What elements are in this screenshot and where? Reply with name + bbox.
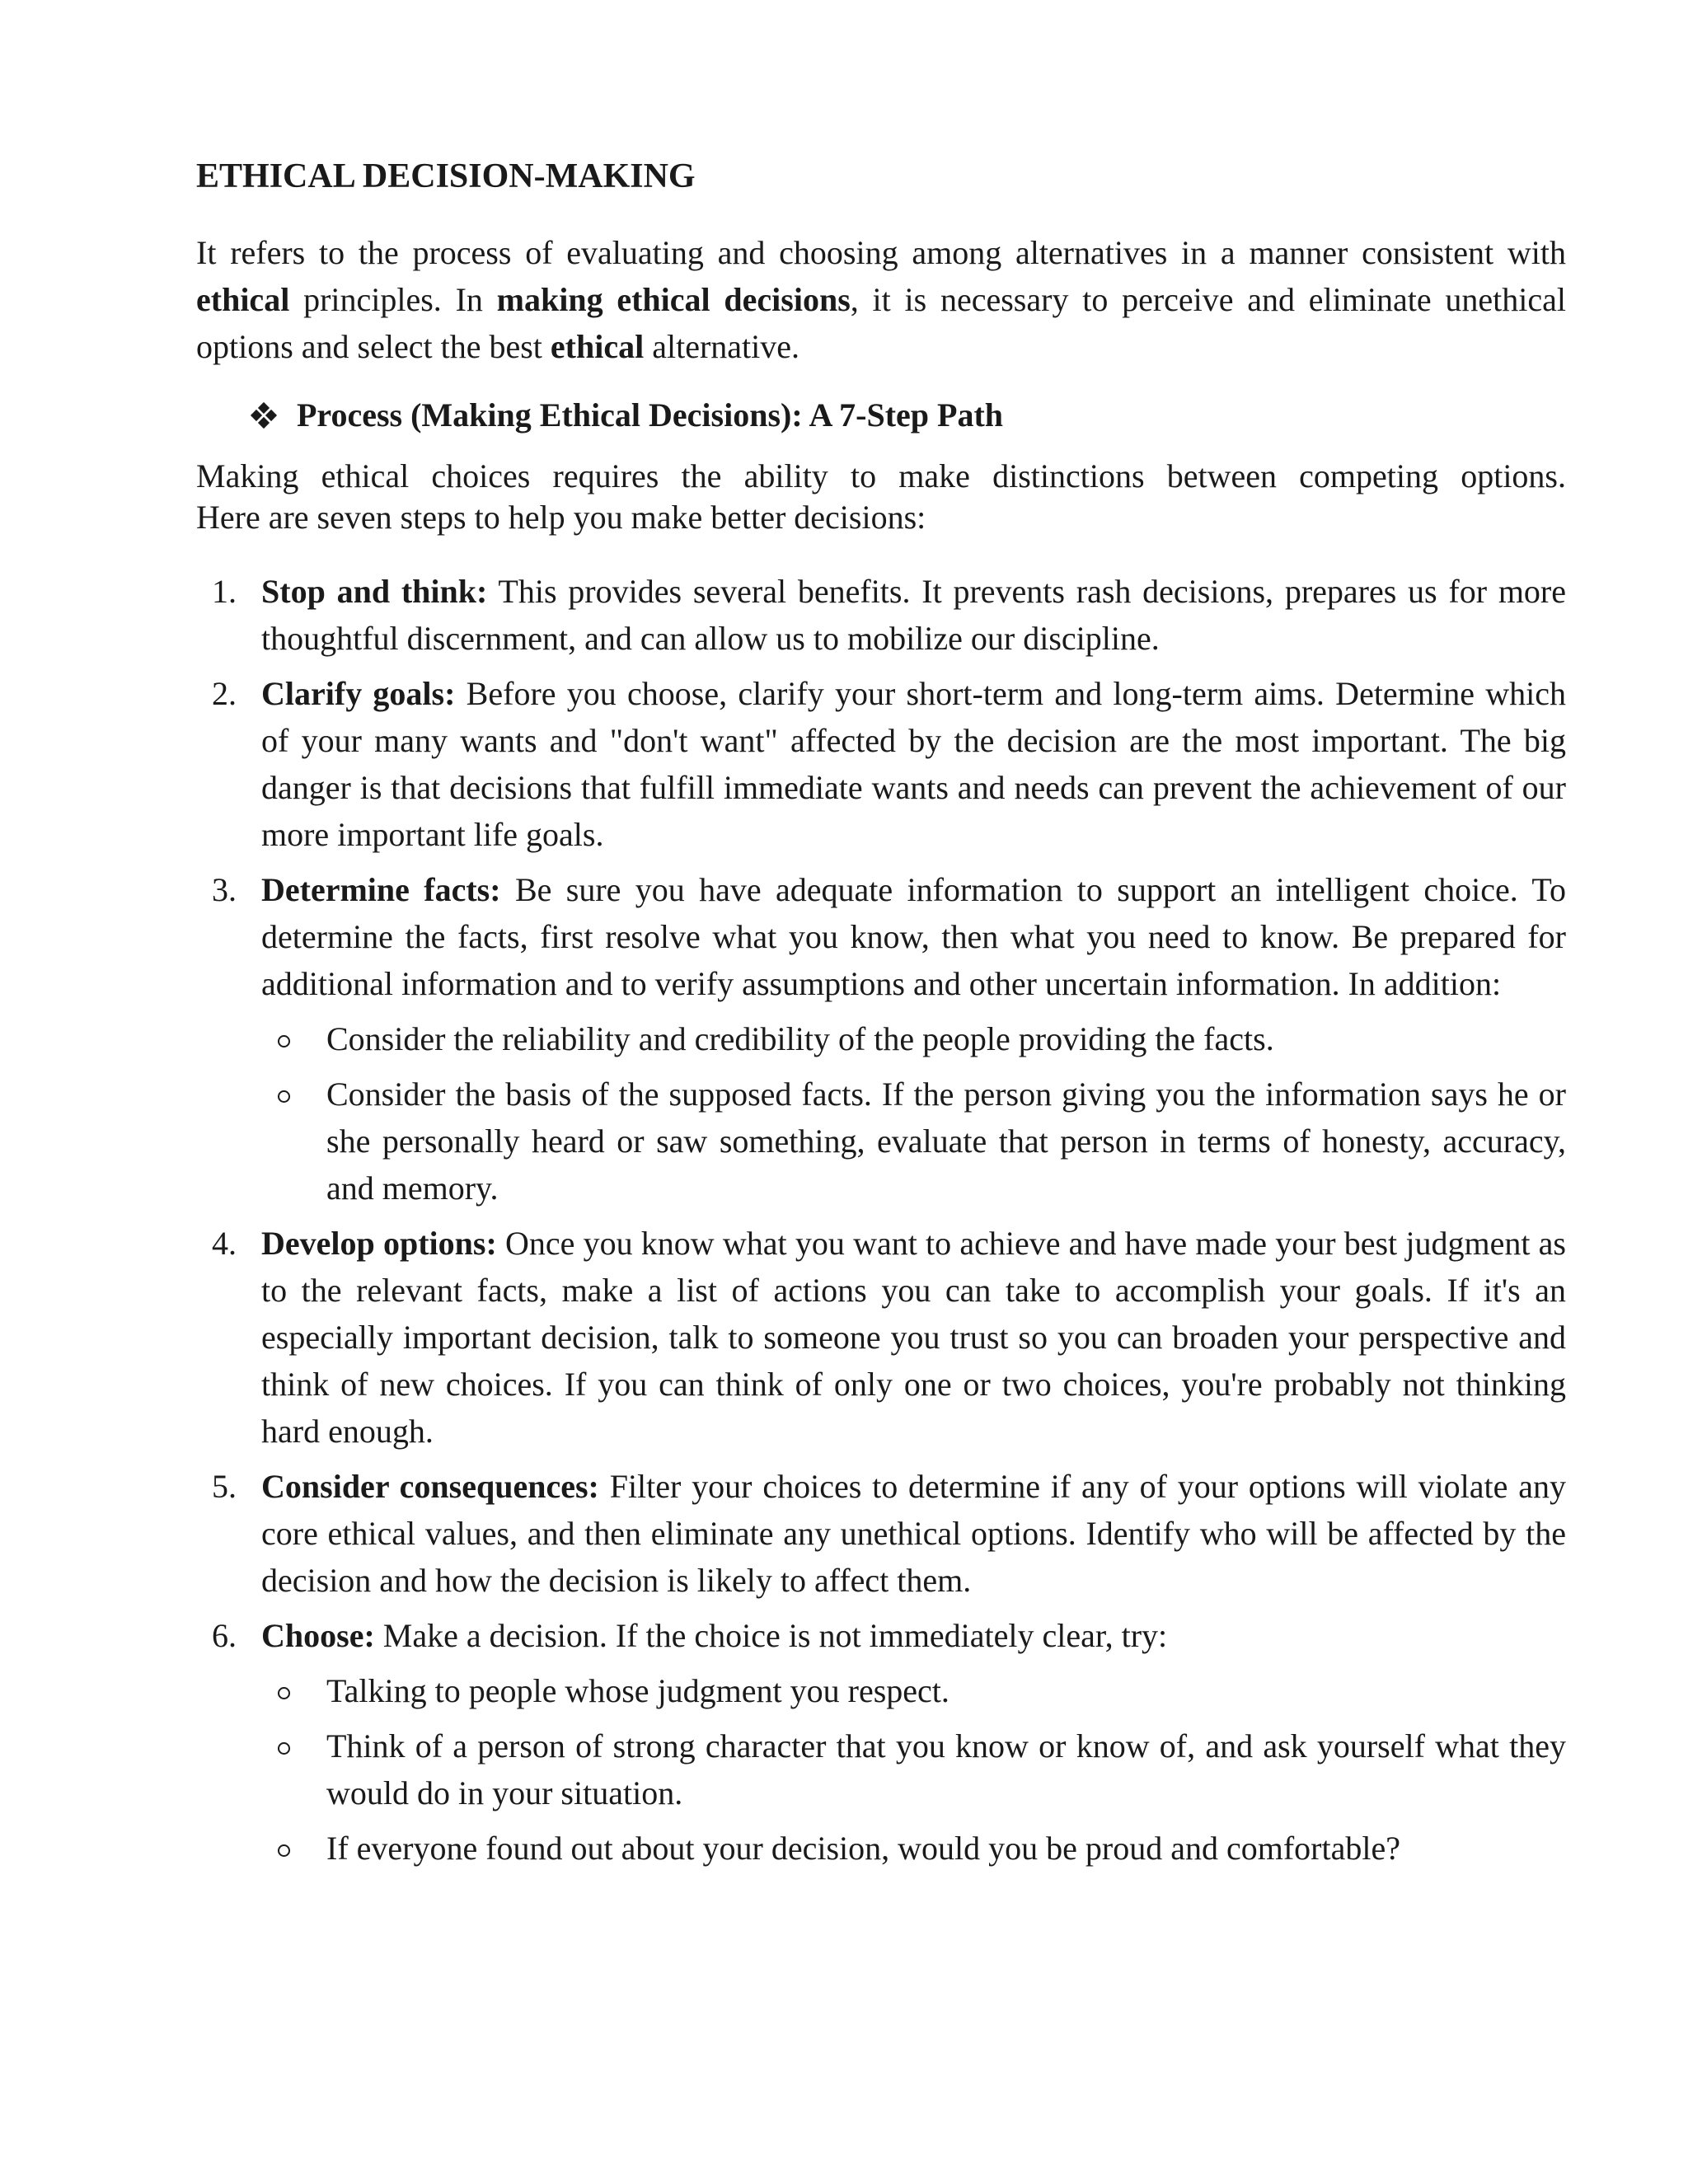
circle-bullet-icon (278, 1742, 290, 1755)
step-number: 4. (212, 1225, 237, 1262)
intro-text-2: principles. In (289, 281, 497, 318)
step-text (261, 1463, 1566, 1604)
sub-item-text: Consider the basis of the supposed facts. If the person giving you the information says he or she personally heard or saw something, evaluate that person in terms of honesty, accuracy, and memory. (326, 1076, 1566, 1207)
intro-text-3: , it is necessary to perceive and eliminate unethical options and select the best (196, 281, 1566, 365)
intro-text-1: It refers to the process of evaluating and choosing among alternatives in a manner consistent with (196, 234, 1566, 271)
step-number: 5. (212, 1468, 237, 1505)
step-item (196, 670, 1566, 858)
lead-line-2: Here are seven steps to help you make better decisions: (196, 499, 926, 536)
step-text (261, 1612, 1566, 1659)
step-body: This provides several benefits. It prevents rash decisions, prepares us for more thoughtful discernment, and can allow us to mobilize our discipline. (261, 573, 1567, 657)
sub-item-text: Consider the reliability and credibility of the people providing the facts. (326, 1020, 1274, 1057)
lead-line-1: Making ethical choices requires the ability to make distinctions between competing options. (196, 457, 1566, 494)
sub-list (261, 1015, 1566, 1212)
diamond-bullet-icon (252, 404, 275, 427)
step-title: Clarify goals: (261, 675, 456, 712)
circle-bullet-icon (278, 1844, 290, 1857)
step-text (261, 568, 1566, 662)
step-text (261, 1220, 1566, 1455)
step-number: 6. (212, 1617, 237, 1654)
step-title: Develop options: (261, 1225, 497, 1262)
step-title: Choose: (261, 1617, 375, 1654)
step-number: 1. (212, 573, 237, 610)
step-title: Determine facts: (261, 871, 501, 908)
step-item (196, 568, 1566, 662)
sub-list-item (261, 1667, 1566, 1714)
intro-paragraph (196, 229, 1566, 370)
step-body: Before you choose, clarify your short-term and long-term aims. Determine which of your many wants and "don't want" affected by the decision are the most important. The big danger is that decisions that fulfill immediate wants and needs can prevent the achievement of our more important life goals. (261, 675, 1566, 853)
sub-item-text: If everyone found out about your decision, would you be proud and comfortable? (326, 1830, 1400, 1867)
step-body: Make a decision. If the choice is not immediately clear, try: (374, 1617, 1168, 1654)
step-body: Filter your choices to determine if any of your options will violate any core ethical values, and then eliminate any unethical options. Identify who will be affected by the decision and how the decision is likely to affect them. (261, 1468, 1566, 1599)
sub-list-item (261, 1015, 1566, 1062)
intro-bold-3: ethical (550, 328, 645, 365)
sub-item-text: Think of a person of strong character that you know or know of, and ask yourself what they would do in your situation. (326, 1727, 1566, 1811)
steps-list (196, 568, 1566, 1872)
sub-list (261, 1667, 1566, 1872)
intro-text-4: alternative. (644, 328, 800, 365)
process-heading (252, 395, 1566, 436)
circle-bullet-icon (278, 1687, 290, 1699)
step-item (196, 1612, 1566, 1872)
sub-list-item (261, 1071, 1566, 1212)
page-title: ETHICAL DECISION-MAKING (196, 157, 696, 195)
document-page (196, 157, 1566, 1880)
sub-list-item (261, 1722, 1566, 1816)
step-text (261, 866, 1566, 1007)
process-heading-text: Process (Making Ethical Decisions): A 7-Step Path (297, 396, 1004, 434)
intro-bold-1: ethical (196, 281, 290, 318)
sub-item-text: Talking to people whose judgment you respect. (326, 1672, 950, 1709)
circle-bullet-icon (278, 1090, 290, 1103)
step-text (261, 670, 1566, 858)
step-item (196, 1220, 1566, 1455)
step-number: 2. (212, 675, 237, 712)
lead-paragraph (196, 456, 1566, 538)
step-item (196, 1463, 1566, 1604)
sub-list-item (261, 1825, 1566, 1872)
step-title: Stop and think: (261, 573, 488, 610)
step-item (196, 866, 1566, 1212)
step-body: Once you know what you want to achieve and have made your best judgment as to the relevant facts, make a list of actions you can take to accomplish your goals. If it's an especially important decision, talk to someone you trust so you can broaden your perspective and think of new choices. If you can think of only one or two choices, you're probably not thinking hard enough. (261, 1225, 1566, 1450)
circle-bullet-icon (278, 1035, 290, 1047)
intro-bold-2: making ethical decisions (496, 281, 851, 318)
step-number: 3. (212, 871, 237, 908)
step-title: Consider consequences: (261, 1468, 599, 1505)
step-body: Be sure you have adequate information to support an intelligent choice. To determine the facts, first resolve what you know, then what you need to know. Be prepared for additional information and to verify assumptions and other uncertain information. In addition: (261, 871, 1566, 1002)
